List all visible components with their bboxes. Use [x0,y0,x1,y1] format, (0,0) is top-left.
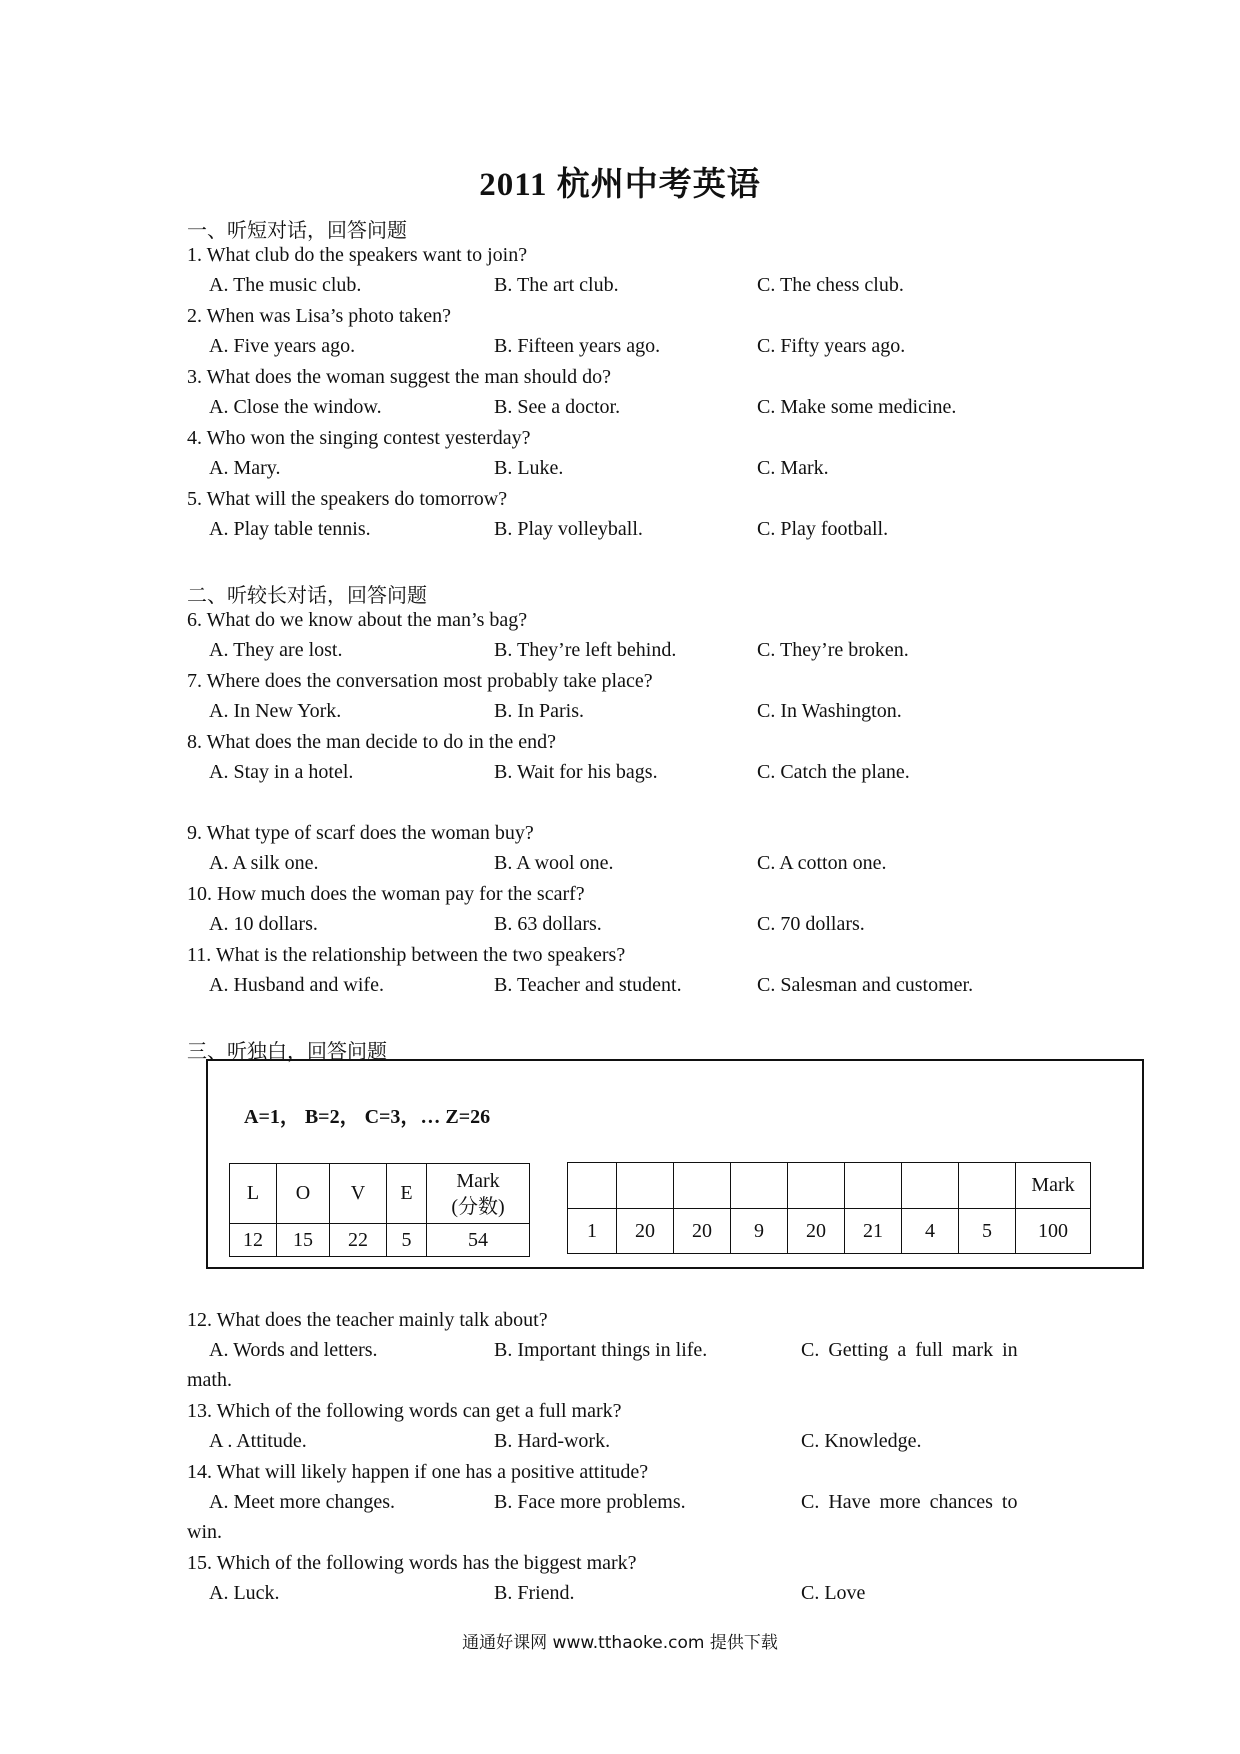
question-6: 6. What do we know about the man’s bag? [187,609,528,631]
option-1c: C. The chess club. [757,274,904,296]
option-2a: A. Five years ago. [209,335,356,357]
option-4a: A. Mary. [209,457,281,479]
option-10c: C. 70 dollars. [757,913,865,935]
option-2b: B. Fifteen years ago. [494,335,661,357]
option-3a: A. Close the window. [209,396,382,418]
mark-label-cn: (分数) [451,1195,505,1218]
option-10b: B. 63 dollars. [494,913,602,935]
option-9a: A. A silk one. [209,852,319,874]
option-4b: B. Luke. [494,457,564,479]
option-13b: B. Hard-work. [494,1430,611,1452]
option-7a: A. In New York. [209,700,342,722]
question-14: 14. What will likely happen if one has a positive attitude? [187,1461,649,1483]
option-15b: B. Friend. [494,1582,575,1604]
question-8: 8. What does the man decide to do in the end? [187,731,556,753]
value-cell: 20 [674,1209,731,1254]
option-5b: B. Play volleyball. [494,518,643,540]
question-4: 4. Who won the singing contest yesterday? [187,427,531,449]
letter-cell: E [387,1164,427,1224]
question-3: 3. What does the woman suggest the man should do? [187,366,612,388]
question-13: 13. Which of the following words can get a full mark? [187,1400,622,1422]
option-11b: B. Teacher and student. [494,974,682,996]
option-3b: B. See a doctor. [494,396,621,418]
blank-letter-cell [731,1163,788,1209]
blank-letter-cell [902,1163,959,1209]
option-9b: B. A wool one. [494,852,614,874]
option-11c: C. Salesman and customer. [757,974,974,996]
blank-letter-cell [674,1163,731,1209]
option-14c-continued: win. [187,1521,222,1543]
option-12c: C. Getting a full mark in [801,1339,1018,1361]
question-11: 11. What is the relationship between the two speakers? [187,944,626,966]
option-14c: C. Have more chances to [801,1491,1018,1513]
option-9c: C. A cotton one. [757,852,887,874]
value-cell: 5 [959,1209,1016,1254]
option-12b: B. Important things in life. [494,1339,708,1361]
option-6c: C. They’re broken. [757,639,909,661]
blank-letter-cell [568,1163,617,1209]
page-title: 2011 杭州中考英语 [479,167,761,203]
question-12: 12. What does the teacher mainly talk about? [187,1309,548,1331]
option-6a: A. They are lost. [209,639,343,661]
question-9: 9. What type of scarf does the woman buy? [187,822,534,844]
footer-source-note: 通通好课网 www.tthaoke.com 提供下载 [462,1633,778,1653]
value-cell: 1 [568,1209,617,1254]
section-heading-1: 一、听短对话，回答问题 [187,220,407,242]
option-1b: B. The art club. [494,274,619,296]
letter-cell: V [330,1164,387,1224]
option-12c-continued: math. [187,1369,232,1391]
option-8a: A. Stay in a hotel. [209,761,354,783]
question-1: 1. What club do the speakers want to join? [187,244,528,266]
option-5a: A. Play table tennis. [209,518,371,540]
option-15a: A. Luck. [209,1582,280,1604]
question-10: 10. How much does the woman pay for the scarf? [187,883,585,905]
value-cell: 22 [330,1224,387,1257]
option-14a: A. Meet more changes. [209,1491,396,1513]
question-7: 7. Where does the conversation most probably take place? [187,670,653,692]
mark-header-cell: Mark [1016,1163,1091,1209]
value-cell: 4 [902,1209,959,1254]
value-cell: 9 [731,1209,788,1254]
value-cell: 20 [617,1209,674,1254]
value-cell: 20 [788,1209,845,1254]
section-heading-2: 二、听较长对话，回答问题 [187,585,427,607]
blank-letter-cell [617,1163,674,1209]
mark-label: Mark [456,1169,500,1192]
option-3c: C. Make some medicine. [757,396,957,418]
letter-value-formula: A=1， B=2， C=3，… Z=26 [244,1106,491,1128]
love-score-table [229,1163,530,1257]
option-4c: C. Mark. [757,457,829,479]
blank-letter-cell [959,1163,1016,1209]
mark-header-cell [427,1164,530,1224]
letter-cell: L [230,1164,277,1224]
option-11a: A. Husband and wife. [209,974,384,996]
option-13a: A . Attitude. [209,1430,307,1452]
option-13c: C. Knowledge. [801,1430,922,1452]
option-12a: A. Words and letters. [209,1339,378,1361]
option-2c: C. Fifty years ago. [757,335,906,357]
option-8c: C. Catch the plane. [757,761,910,783]
option-6b: B. They’re left behind. [494,639,677,661]
question-2: 2. When was Lisa’s photo taken? [187,305,452,327]
option-15c: C. Love [801,1582,866,1604]
total-mark-cell: 54 [427,1224,530,1257]
option-7b: B. In Paris. [494,700,584,722]
attitude-score-table [567,1162,1091,1254]
value-cell: 21 [845,1209,902,1254]
value-cell: 15 [277,1224,330,1257]
option-10a: A. 10 dollars. [209,913,318,935]
option-7c: C. In Washington. [757,700,902,722]
blank-letter-cell [788,1163,845,1209]
blank-letter-cell [845,1163,902,1209]
option-14b: B. Face more problems. [494,1491,686,1513]
question-5: 5. What will the speakers do tomorrow? [187,488,508,510]
option-8b: B. Wait for his bags. [494,761,658,783]
value-cell: 5 [387,1224,427,1257]
total-mark-cell: 100 [1016,1209,1091,1254]
question-15: 15. Which of the following words has the biggest mark? [187,1552,637,1574]
option-1a: A. The music club. [209,274,362,296]
value-cell: 12 [230,1224,277,1257]
section-heading-3: 三、听独白，回答问题 [187,1041,387,1063]
option-5c: C. Play football. [757,518,889,540]
letter-cell: O [277,1164,330,1224]
